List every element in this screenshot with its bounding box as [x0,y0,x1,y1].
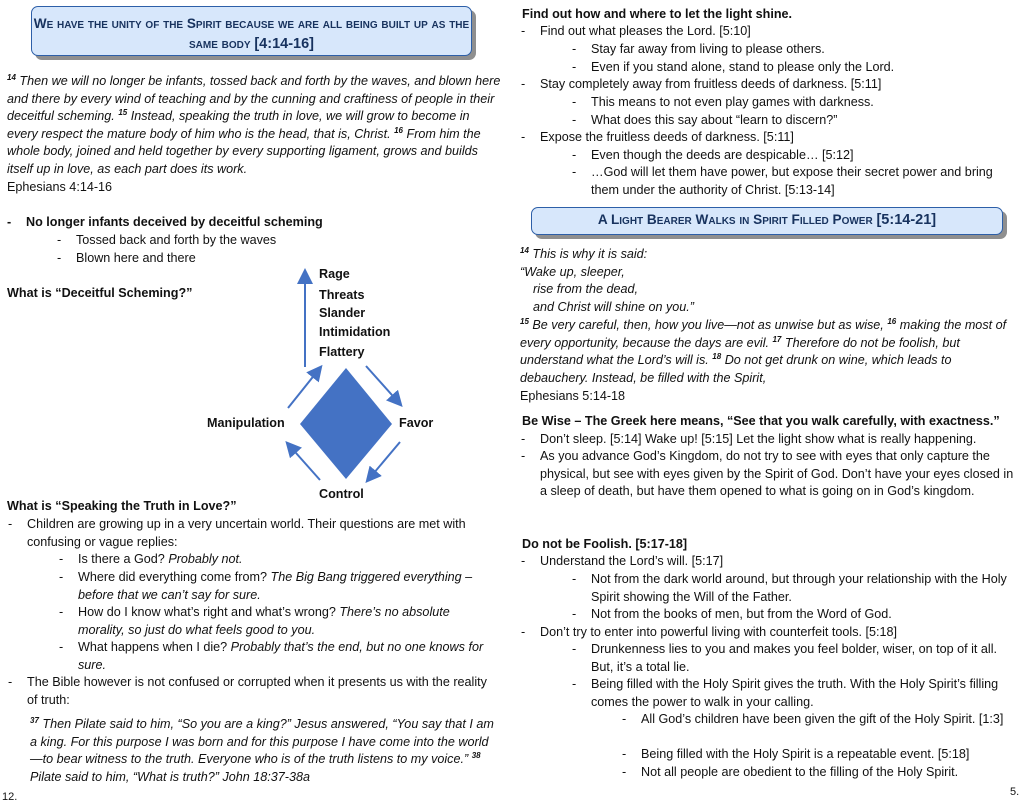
verse-16-text: From him the whole body, joined and held together by every supporting ligament, grows and builds itself up in love, as each part does its work. [7,126,481,176]
truth-question: What is “Speaking the Truth in Love?” [7,499,237,513]
r-verse-14a: This is why it is said: [532,247,648,261]
wise-title: Be Wise – The Greek here means, “See that you walk carefully, with exactness.” [522,414,1000,428]
r-verse-num-14: 14 [520,245,529,255]
verse-15-text: Instead, speaking the truth in love, we will grow to become in every respect the mature body of him who is the head, that is, Christ. [7,109,470,141]
verse-38-text: Pilate said to him, “What is truth?” John 18:37-38a [30,769,311,784]
light-l2a: - This means to not even play games with darkness. [591,94,874,112]
right-scripture-ref: Ephesians 5:14-18 [520,389,626,403]
r-verse-18: Do not get drunk on wine, which leads to debauchery. Instead, be filled with the Spirit, [520,353,952,385]
r-verse-num-17: 17 [772,334,782,344]
left-header-ref: [4:14-16] [254,36,314,52]
john-scripture [30,716,500,786]
foolish-i1b: - Not from the books of men, but from the Word of God. [591,606,892,624]
verse-num-16: 16 [394,125,403,135]
deceitful-question: What is “Deceitful Scheming?” [7,286,193,300]
r-verse-num-18: 18 [712,352,722,361]
label-intimidation: Intimidation [319,325,391,339]
right-scripture-body [520,317,1015,387]
label-slander: Slander [319,306,366,320]
foolish-title: Do not be Foolish. [5:17-18] [522,537,688,551]
r-verse-17: Therefore do not be foolish, but understand what the Lord’s will is. [520,335,960,368]
left-header-title: We have the unity of the Spirit because we are all being built up as the same body [33,16,470,51]
r-verse-14b: “Wake up, sleeper, [520,265,625,279]
qa-2-answer: The Big Bang triggered everything – before that we can’t say for sure. [78,570,473,602]
arrow-manipulation [288,444,320,480]
infants-item-2: - Blown here and there [76,250,196,268]
foolish-i2: - Don’t try to enter into powerful living with counterfeit tools. [5:18] [540,624,897,642]
foolish-i2b1: - All God’s children have been given the gift of the Holy Spirit. [1:3] [641,711,1016,729]
foolish-i2b2: - Being filled with the Holy Spirit is a repeatable event. [5:18] [641,746,969,764]
qa-1-question: Is there a God? [78,552,165,566]
verse-14-intro [520,246,647,264]
infants-title: - No longer infants deceived by deceitful scheming [26,214,323,232]
light-l1: - Find out what pleases the Lord. [5:10] [540,23,751,41]
verse-37-text: Then Pilate said to him, “So you are a king?” Jesus answered, “You say that I am a king. For this purpose I was born and for this purpose I have come into the world—to bear witness to the truth. Everyone who is of the truth listens to my voice.” [30,717,494,767]
left-page-number: 12. [2,791,18,803]
right-section-header [531,207,1003,235]
diamond-shape [300,368,392,479]
qa-3-question: How do I know what’s right and what’s wrong? [78,605,336,619]
label-flattery: Flattery [319,345,365,359]
light-l1a: - Stay far away from living to please others. [591,41,825,59]
verse-num-37: 37 [30,715,39,725]
arrow-control [368,442,400,480]
r-verse-16: making the most of every opportunity, because the days are evil. [520,318,1007,350]
wise-i2: - As you advance God’s Kingdom, do not try to see with eyes that only capture the physical, but see with eyes given by the Spirit of God. Don’t have your eyes closed in a sleep of death, but have them opened to what is going on in God’s kingdom. [540,448,1015,501]
qa-4 [78,639,498,674]
left-section-header [31,6,472,56]
verse-14-text: Then we will no longer be infants, tossed back and forth by the waves, and blown here and there by every wind of teaching and by the cunning and craftiness of people in their deceitful scheming. [7,74,501,124]
label-manipulation: Manipulation [207,416,285,430]
wise-i1: - Don’t sleep. [5:14] Wake up! [5:15] Let the light show what is really happening. [540,431,976,449]
qa-4-question: What happens when I die? [78,640,228,654]
light-l2: - Stay completely away from fruitless deeds of darkness. [5:11] [540,76,881,94]
r-verse-14d: and Christ will shine on you.” [533,300,694,314]
light-l1b: - Even if you stand alone, stand to please only the Lord. [591,59,894,77]
arrow-flattery [288,368,320,408]
light-l2b: - What does this say about “learn to discern?” [591,112,837,130]
truth-p1: - Children are growing up in a very uncertain world. Their questions are met with confusing or vague replies: [27,516,477,551]
right-header-ref: [5:14-21] [876,212,937,228]
verse-num-38: 38 [471,751,481,760]
foolish-i1: - Understand the Lord’s will. [5:17] [540,553,723,571]
foolish-i2a: - Drunkenness lies to you and makes you feel bolder, wiser, on top of it all. But, it’s a total lie. [591,641,1016,676]
r-verse-num-16: 16 [887,316,897,326]
label-rage: Rage [319,267,350,281]
left-scripture-ref: Ephesians 4:14-16 [7,180,113,194]
verse-num-14: 14 [7,72,16,82]
r-verse-14c: rise from the dead, [533,282,638,296]
foolish-i1a: - Not from the dark world around, but through your relationship with the Holy Spirit showing the Will of the Father. [591,571,1011,606]
label-threats: Threats [319,288,365,302]
verse-num-15: 15 [118,108,128,117]
arrow-favor [366,366,400,404]
qa-2-question: Where did everything come from? [78,570,267,584]
infants-item-1: - Tossed back and forth by the waves [76,232,276,250]
truth-p2: - The Bible however is not confused or corrupted when it presents us with the reality of truth: [27,674,497,709]
qa-4-answer: Probably that’s the end, but no one knows for sure. [78,640,484,672]
light-title: Find out how and where to let the light shine. [522,7,793,21]
light-l3b: - …God will let them have power, but expose their secret power and bring them under the authority of Christ. [5:13-14] [591,164,1011,199]
foolish-i2b3: - Not all people are obedient to the filling of the Holy Spirit. [641,764,958,782]
left-scripture [7,73,502,179]
qa-3 [78,604,478,639]
light-l3: - Expose the fruitless deeds of darkness. [5:11] [540,129,794,147]
r-verse-num-15: 15 [520,316,529,326]
right-header-title: A Light Bearer Walks in Spirit Filled Power [597,212,873,227]
label-control: Control [319,487,364,501]
qa-3-answer: There’s no absolute morality, so just do what feels good to you. [78,605,450,637]
label-favor: Favor [399,416,434,430]
qa-1-answer: Probably not. [168,552,243,566]
qa-1 [78,551,498,569]
right-page-number: 5. [1010,786,1020,798]
r-verse-15: Be very careful, then, how you live—not as unwise but as wise, [532,318,884,332]
foolish-i2b: - Being filled with the Holy Spirit gives the truth. With the Holy Spirit’s filling comes the power to walk in your calling. [591,676,1006,711]
light-l3a: - Even though the deeds are despicable… [5:12] [591,147,854,165]
qa-2 [78,569,500,604]
